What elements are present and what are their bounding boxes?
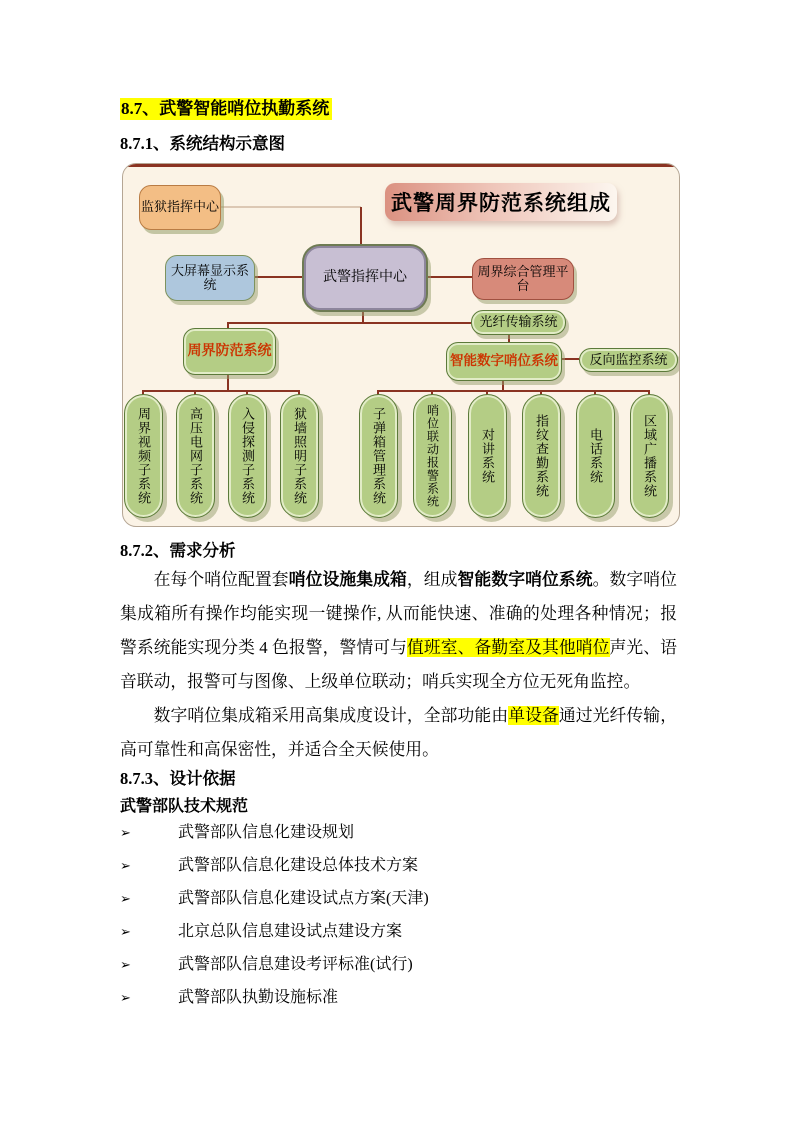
capsule-label: 电话系统 — [588, 428, 603, 484]
connector-line — [422, 276, 472, 278]
arrow-bullet-icon: ➢ — [120, 925, 131, 940]
design-basis-subheading: 武警部队技术规范 — [120, 798, 249, 815]
node-prison-command-center: 监狱指挥中心 — [139, 185, 221, 230]
system-structure-diagram — [122, 163, 680, 527]
capsule-label: 高压电网子系统 — [188, 407, 203, 505]
paragraph: 在每个哨位配置套哨位设施集成箱，组成智能数字哨位系统。数字哨位集成箱所有操作均能实现一键操作, 从而能快速、准确的处理各种情况；报警系统能实现分类 4 色报警，警情可与值班室、备勤室及其他哨位声光、语音联动，报警可与图像、上级单位联动；哨兵实现全方位无死角监控。 — [120, 570, 677, 691]
capsule-perimeter-video-subsystem — [124, 394, 163, 518]
arrow-bullet-icon: ➢ — [120, 958, 131, 973]
list-item — [120, 918, 677, 951]
capsule-fingerprint-duty-check-system — [522, 394, 561, 518]
capsule-area-broadcast-system — [630, 394, 669, 518]
arrow-bullet-icon: ➢ — [120, 826, 131, 841]
capsule-label: 对讲系统 — [480, 428, 495, 484]
capsule-prison-wall-lighting-subsystem — [280, 394, 319, 518]
section-heading-8-7-2: 8.7.2、需求分析 — [120, 541, 236, 560]
capsule-ammo-box-management-system — [359, 394, 398, 518]
connector-line — [227, 322, 471, 324]
connector-line — [227, 373, 229, 391]
list-item-text: 北京总队信息建设试点建设方案 — [178, 923, 403, 940]
list-item — [120, 885, 677, 918]
list-item — [120, 951, 677, 984]
section-heading-8-7-1: 8.7.1、系统结构示意图 — [120, 134, 285, 153]
connector-line — [142, 390, 299, 392]
list-item-text: 武警部队信息化建设规划 — [178, 824, 355, 841]
capsule-telephone-system — [576, 394, 615, 518]
capsule-sentry-linkage-alarm-system — [413, 394, 452, 518]
list-item — [120, 984, 677, 1017]
arrow-bullet-icon: ➢ — [120, 892, 131, 907]
node-smart-digital-sentry-system: 智能数字哨位系统 — [446, 342, 562, 381]
list-item-text: 武警部队信息化建设总体技术方案 — [178, 857, 419, 874]
requirement-paragraphs — [120, 563, 677, 767]
capsule-intrusion-detection-subsystem — [228, 394, 267, 518]
node-large-screen-display: 大屏幕显示系统 — [165, 255, 255, 301]
node-perimeter-management-platform: 周界综合管理平台 — [472, 258, 574, 300]
connector-line — [253, 276, 304, 278]
diagram-title: 武警周界防范系统组成 — [385, 183, 617, 221]
capsule-intercom-system — [468, 394, 507, 518]
list-item-text: 武警部队信息建设考评标准(试行) — [178, 956, 413, 973]
arrow-bullet-icon: ➢ — [120, 991, 131, 1006]
capsule-high-voltage-grid-subsystem — [176, 394, 215, 518]
diagram-top-rule — [123, 164, 679, 167]
node-armed-police-command-center: 武警指挥中心 — [304, 246, 426, 310]
capsule-label: 入侵探测子系统 — [240, 407, 255, 505]
list-item — [120, 852, 677, 885]
list-item-text: 武警部队执勤设施标准 — [178, 989, 339, 1006]
section-heading-8-7 — [120, 94, 332, 119]
node-perimeter-prevention-system: 周界防范系统 — [183, 328, 276, 375]
list-item-text: 武警部队信息化建设试点方案(天津) — [178, 890, 429, 907]
capsule-label: 狱墙照明子系统 — [292, 407, 307, 505]
connector-line — [218, 206, 361, 208]
capsule-label: 哨位联动报警系统 — [425, 404, 440, 508]
capsule-label: 子弹箱管理系统 — [371, 407, 386, 505]
arrow-bullet-icon: ➢ — [120, 859, 131, 874]
capsule-label: 指纹查勤系统 — [534, 414, 549, 498]
highlighted-heading-text: 8.7、武警智能哨位执勤系统 — [120, 98, 332, 120]
list-item — [120, 819, 677, 852]
capsule-label: 区域广播系统 — [642, 414, 657, 498]
connector-line — [360, 207, 362, 246]
capsule-label: 周界视频子系统 — [136, 407, 151, 505]
design-basis-list — [120, 819, 677, 1017]
paragraph: 数字哨位集成箱采用高集成度设计，全部功能由单设备通过光纤传输，高可靠性和高保密性，并适合全天候使用。 — [120, 706, 677, 759]
section-heading-8-7-3: 8.7.3、设计依据 — [120, 769, 236, 788]
node-reverse-monitoring-system: 反向监控系统 — [579, 348, 678, 372]
node-fiber-transmission-system: 光纤传输系统 — [471, 310, 566, 335]
connector-line — [559, 358, 579, 360]
connector-line — [377, 390, 649, 392]
